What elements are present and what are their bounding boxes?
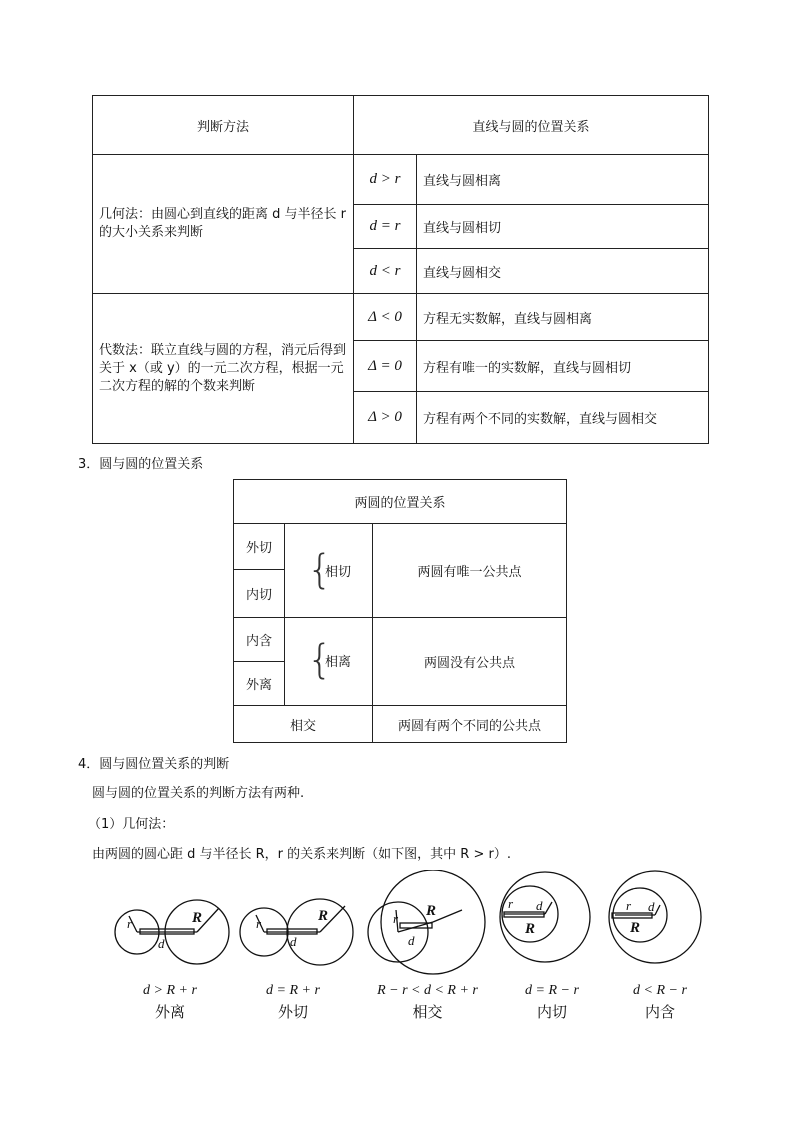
figure-internal-tangent bbox=[500, 872, 590, 962]
intersect-desc: 两圆有两个不同的公共点 bbox=[373, 706, 567, 743]
fig3-d-label: d bbox=[408, 933, 415, 948]
tangent-desc: 两圆有唯一公共点 bbox=[373, 524, 567, 618]
fig5-d-label: d bbox=[648, 899, 655, 914]
geo-cond-1: d = r bbox=[354, 205, 417, 249]
geo-cond-2: d < r bbox=[354, 249, 417, 294]
alg-cond-2: Δ > 0 bbox=[354, 392, 417, 444]
formula-intersect: R − r < d < R + r bbox=[377, 983, 478, 998]
geo-result-0: 直线与圆相离 bbox=[417, 155, 709, 205]
alg-method-cell: 代数法：联立直线与圆的方程，消元后得到关于 x（或 y）的一元二次方程，根据一元二次方程的解的个数来判断 bbox=[93, 294, 354, 444]
fig2-d-label: d bbox=[290, 934, 297, 949]
name-separate: 外离 bbox=[154, 1003, 185, 1021]
int-tangent-cell: 内切 bbox=[234, 570, 285, 618]
header-method: 判断方法 bbox=[93, 96, 354, 155]
fig4-R-label: R bbox=[525, 921, 536, 937]
geo-method-cell: 几何法：由圆心到直线的距离 d 与半径长 r 的大小关系来判断 bbox=[93, 155, 354, 294]
table2-header: 两圆的位置关系 bbox=[234, 480, 567, 524]
circle-position-figures bbox=[0, 870, 800, 990]
figure-caption-external-tangent bbox=[238, 983, 348, 1022]
name-external-tangent: 外切 bbox=[277, 1003, 308, 1021]
method-1-desc: 由两圆的圆心距 d 与半径长 R，r 的关系来判断（如下图，其中 R > r）. bbox=[92, 847, 511, 862]
section-4-intro: 圆与圆的位置关系的判断方法有两种. bbox=[92, 786, 305, 801]
tangent-group-cell bbox=[285, 524, 373, 618]
geo-cond-0: d > r bbox=[354, 155, 417, 205]
separate-cell: 外离 bbox=[234, 662, 285, 706]
brace-icon: { bbox=[307, 547, 333, 593]
alg-result-0: 方程无实数解，直线与圆相离 bbox=[417, 294, 709, 341]
header-relation: 直线与圆的位置关系 bbox=[354, 96, 709, 155]
figure-contain bbox=[609, 871, 701, 963]
section-3-heading: 3．圆与圆的位置关系 bbox=[78, 457, 204, 472]
formula-contain: d < R − r bbox=[633, 983, 687, 998]
alg-cond-1: Δ = 0 bbox=[354, 341, 417, 392]
fig1-d-label: d bbox=[158, 936, 165, 951]
fig3-r-label: r bbox=[393, 911, 399, 926]
formula-separate: d > R + r bbox=[143, 983, 197, 998]
separate-desc: 两圆没有公共点 bbox=[373, 618, 567, 706]
figure-external-tangent bbox=[240, 899, 353, 965]
fig5-r-label: r bbox=[626, 898, 632, 913]
ext-tangent-cell: 外切 bbox=[234, 524, 285, 570]
method-1-label: （1）几何法： bbox=[88, 817, 175, 832]
figure-caption-contain bbox=[605, 983, 715, 1022]
separate-group-cell bbox=[285, 618, 373, 706]
fig4-r-label: r bbox=[508, 896, 514, 911]
figure-intersect bbox=[368, 870, 485, 974]
fig1-R-label: R bbox=[192, 910, 203, 926]
figure-separate bbox=[115, 900, 229, 964]
geo-result-1: 直线与圆相切 bbox=[417, 205, 709, 249]
name-intersect: 相交 bbox=[412, 1003, 443, 1021]
fig3-R-label: R bbox=[426, 903, 437, 919]
circle-circle-table bbox=[233, 479, 567, 743]
figure-caption-internal-tangent bbox=[497, 983, 607, 1022]
figure-caption-intersect bbox=[370, 983, 485, 1022]
intersect-cell: 相交 bbox=[234, 706, 373, 743]
formula-external-tangent: d = R + r bbox=[266, 983, 320, 998]
contain-cell: 内含 bbox=[234, 618, 285, 662]
fig2-R-label: R bbox=[318, 908, 329, 924]
name-contain: 内含 bbox=[644, 1003, 675, 1021]
name-internal-tangent: 内切 bbox=[536, 1003, 567, 1021]
figure-caption-separate bbox=[115, 983, 225, 1022]
fig4-d-label: d bbox=[536, 898, 543, 913]
alg-result-1: 方程有唯一的实数解，直线与圆相切 bbox=[417, 341, 709, 392]
geo-result-2: 直线与圆相交 bbox=[417, 249, 709, 294]
separate-group-label: 相离 bbox=[325, 655, 352, 670]
fig5-R-label: R bbox=[630, 920, 641, 936]
line-circle-table bbox=[92, 95, 709, 444]
tangent-group-label: 相切 bbox=[325, 565, 352, 580]
alg-result-2: 方程有两个不同的实数解，直线与圆相交 bbox=[417, 392, 709, 444]
brace-icon: { bbox=[307, 637, 333, 683]
formula-internal-tangent: d = R − r bbox=[525, 983, 579, 998]
section-4-heading: 4．圆与圆位置关系的判断 bbox=[78, 757, 230, 772]
alg-cond-0: Δ < 0 bbox=[354, 294, 417, 341]
fig1-r-label: r bbox=[127, 916, 133, 931]
fig2-r-label: r bbox=[256, 916, 262, 931]
